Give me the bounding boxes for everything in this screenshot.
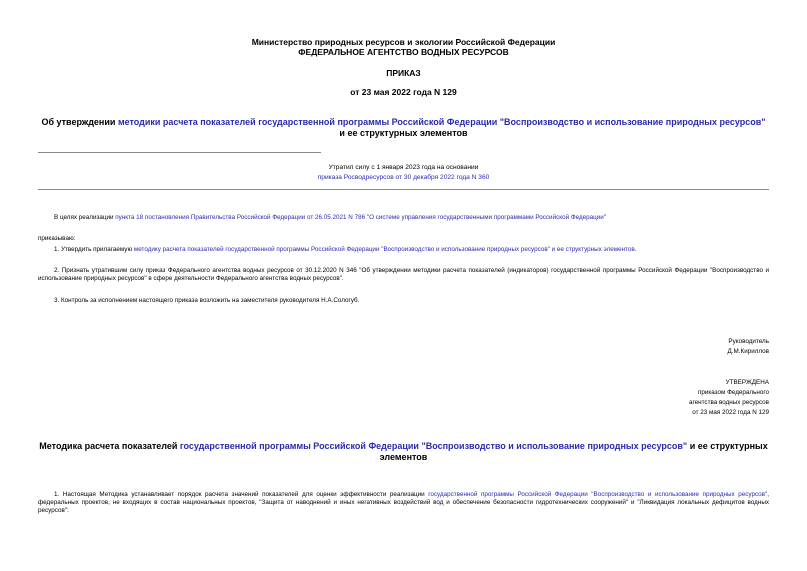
title-prefix: Об утверждении (41, 117, 118, 127)
status-note-text: Утратил силу с 1 января 2023 года на основании (328, 164, 479, 171)
preamble-link[interactable]: пункта 18 постановления Правительства Российской Федерации от 26.05.2021 N 786 "О системе управления государственными программами Российской Федерации" (115, 214, 607, 221)
methodology-title-prefix: Методика расчета показателей (39, 441, 180, 451)
para1-prefix: 1. Настоящая Методика устанавливает порядок расчета значений показателей для оценки эффективности реализации (54, 491, 429, 498)
agency-name: ФЕДЕРАЛЬНОЕ АГЕНТСТВО ВОДНЫХ РЕСУРСОВ (298, 47, 509, 57)
signatory-position: Руководитель (728, 338, 769, 345)
title-suffix: и ее структурных элементов (339, 128, 468, 138)
methodology-title-link[interactable]: государственной программы Российской Федерации "Воспроизводство и использование природных ресурсов" (179, 441, 688, 451)
order-item-3: 3. Контроль за исполнением настоящего приказа возложить на заместителя руководителя Н.А.Сологуб. (54, 297, 360, 304)
document-type: ПРИКАЗ (386, 68, 421, 78)
document-date: от 23 мая 2022 года N 129 (350, 87, 457, 97)
title-link[interactable]: методики расчета показателей государственной программы Российской Федерации "Воспроизводство и использование природных ресурсов" (117, 117, 766, 127)
methodology-title (38, 441, 769, 463)
repeal-order-link[interactable]: приказа Росводресурсов от 30 декабря 2022 года N 360 (317, 174, 490, 181)
document-title (40, 117, 767, 139)
preamble-prefix: В целях реализации (54, 214, 116, 221)
methodology-paragraph-1 (38, 491, 769, 515)
approval-line: от 23 мая 2022 года N 129 (692, 409, 769, 416)
item1-prefix: 1. Утвердить прилагаемую (54, 246, 134, 253)
approval-line: агентства водных ресурсов (688, 399, 769, 406)
ministry-name: Министерство природных ресурсов и экологии Российской Федерации (251, 37, 556, 47)
separator-line (38, 189, 769, 190)
approval-line: приказом Федерального (697, 389, 769, 396)
order-item-1 (38, 246, 769, 254)
status-note (300, 163, 507, 183)
order-word: приказываю: (38, 235, 76, 242)
signatory-name: Д.М.Кириллов (727, 348, 769, 355)
approval-heading: УТВЕРЖДЕНА (725, 379, 769, 386)
separator-line (38, 152, 321, 153)
methodology-link[interactable]: методику расчета показателей государственной программы Российской Федерации "Воспроизводство и использование природных ресурсов" и ее структурных элементов (133, 246, 635, 253)
item1-suffix: . (634, 246, 637, 253)
methodology-title-suffix: и ее структурных элементов (379, 441, 768, 462)
program-link[interactable]: государственной программы Российской Федерации "Воспроизводство и использование природных ресурсов" (428, 491, 768, 498)
para1-suffix: , федеральных проектов, не входящих в состав национальных проектов, "Защита от наводнений и иных негативных воздействий вод и обеспечение безопасности гидротехнических сооружений" и "Ликвидация локальных дефицитов водных ресурсов": (38, 491, 770, 514)
preamble (38, 214, 769, 222)
order-item-2: 2. Признать утратившим силу приказ Федерального агентства водных ресурсов от 30.12.2020 N 346 "Об утверждении методики расчета показателей (индикаторов) государственной программы Российской Федерации "Воспроизводство и использование природных ресурсов" в сфере деятельности Федерального агентства водных ресурсов". (38, 267, 769, 282)
